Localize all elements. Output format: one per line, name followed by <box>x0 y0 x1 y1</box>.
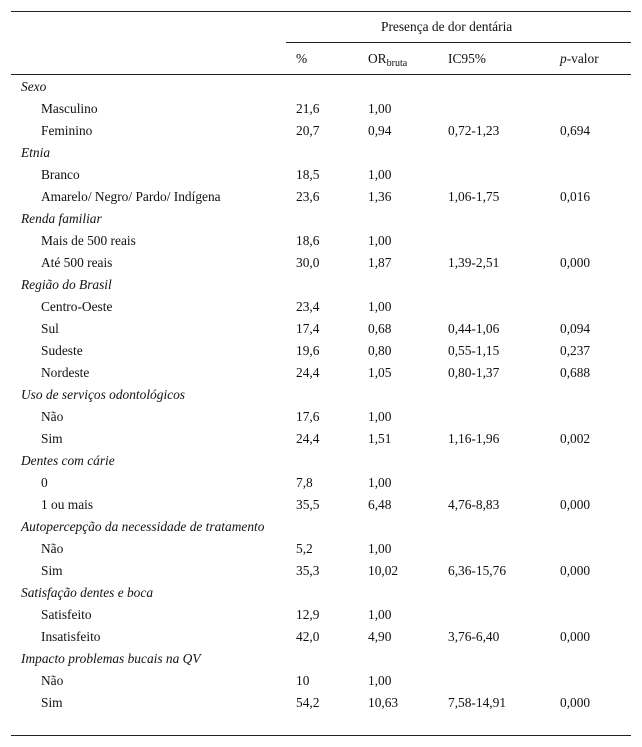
row-label: Nordeste <box>41 365 90 380</box>
row-label: 0 <box>41 475 48 490</box>
cell-percent: 7,8 <box>296 475 313 490</box>
cell-p-value: 0,016 <box>560 189 591 204</box>
row-label: Insatisfeito <box>41 629 101 644</box>
row-label: Centro-Oeste <box>41 299 113 314</box>
cell-or: 0,80 <box>368 343 392 358</box>
group-label: Sexo <box>21 79 47 94</box>
row-label: Feminino <box>41 123 93 138</box>
cell-percent: 18,5 <box>296 167 320 182</box>
row-label: Mais de 500 reais <box>41 233 136 248</box>
cell-or: 1,00 <box>368 607 392 622</box>
group-label: Etnia <box>21 145 51 160</box>
cell-percent: 23,6 <box>296 189 320 204</box>
cell-or: 0,68 <box>368 321 392 336</box>
top-rule <box>11 11 631 12</box>
cell-or: 4,90 <box>368 629 392 644</box>
cell-ic95: 0,72-1,23 <box>448 123 500 138</box>
cell-or: 1,00 <box>368 541 392 556</box>
cell-ic95: 1,16-1,96 <box>448 431 500 446</box>
cell-ic95: 3,76-6,40 <box>448 629 500 644</box>
cell-ic95: 0,80-1,37 <box>448 365 500 380</box>
cell-ic95: 1,39-2,51 <box>448 255 500 270</box>
cell-or: 1,00 <box>368 101 392 116</box>
cell-percent: 35,5 <box>296 497 320 512</box>
cell-percent: 5,2 <box>296 541 313 556</box>
cell-or: 10,63 <box>368 695 399 710</box>
row-label: Satisfeito <box>41 607 92 622</box>
cell-p-value: 0,000 <box>560 497 591 512</box>
cell-ic95: 1,06-1,75 <box>448 189 500 204</box>
cell-or: 1,51 <box>368 431 392 446</box>
cell-percent: 23,4 <box>296 299 320 314</box>
row-label: Sim <box>41 431 63 446</box>
cell-percent: 35,3 <box>296 563 320 578</box>
row-label: Até 500 reais <box>41 255 113 270</box>
cell-or: 0,94 <box>368 123 392 138</box>
cell-percent: 42,0 <box>296 629 320 644</box>
row-label: Não <box>41 409 64 424</box>
cell-p-value: 0,000 <box>560 255 591 270</box>
cell-ic95: 0,55-1,15 <box>448 343 500 358</box>
cell-percent: 19,6 <box>296 343 320 358</box>
group-label: Autopercepção da necessidade de tratamento <box>21 519 265 534</box>
cell-or: 6,48 <box>368 497 392 512</box>
cell-or: 1,36 <box>368 189 392 204</box>
cell-percent: 30,0 <box>296 255 320 270</box>
header-p-value: p-valor <box>560 51 599 66</box>
cell-ic95: 6,36-15,76 <box>448 563 507 578</box>
row-label: Sim <box>41 695 63 710</box>
cell-percent: 10 <box>296 673 310 688</box>
cell-ic95: 4,76-8,83 <box>448 497 500 512</box>
cell-p-value: 0,237 <box>560 343 591 358</box>
header-percent: % <box>296 51 308 66</box>
cell-ic95: 0,44-1,06 <box>448 321 500 336</box>
row-label: Masculino <box>41 101 98 116</box>
cell-or: 1,00 <box>368 673 392 688</box>
cell-percent: 21,6 <box>296 101 320 116</box>
group-label: Dentes com cárie <box>21 453 115 468</box>
cell-p-value: 0,000 <box>560 629 591 644</box>
cell-percent: 17,4 <box>296 321 320 336</box>
cell-p-value: 0,000 <box>560 563 591 578</box>
cell-or: 1,00 <box>368 475 392 490</box>
cell-or: 1,00 <box>368 167 392 182</box>
group-label: Uso de serviços odontológicos <box>21 387 186 402</box>
group-label: Região do Brasil <box>21 277 112 292</box>
cell-percent: 54,2 <box>296 695 320 710</box>
header-or: $OR_{bruta}$ <box>368 51 408 69</box>
row-label: Sudeste <box>41 343 83 358</box>
row-label: Branco <box>41 167 80 182</box>
row-label: Sim <box>41 563 63 578</box>
cell-or: 1,00 <box>368 409 392 424</box>
row-label: Amarelo/ Negro/ Pardo/ Indígena <box>41 189 221 204</box>
header-ic95: IC95% <box>448 51 486 66</box>
row-label: Sul <box>41 321 59 336</box>
group-title: Presença de dor dentária <box>381 19 513 34</box>
cell-percent: 20,7 <box>296 123 320 138</box>
cell-or: 1,00 <box>368 299 392 314</box>
cell-percent: 24,4 <box>296 365 320 380</box>
cell-ic95: 7,58-14,91 <box>448 695 507 710</box>
cell-percent: 18,6 <box>296 233 320 248</box>
cell-or: 1,00 <box>368 233 392 248</box>
cell-percent: 12,9 <box>296 607 320 622</box>
group-rule <box>286 42 631 43</box>
group-label: Renda familiar <box>21 211 102 226</box>
cell-p-value: 0,694 <box>560 123 591 138</box>
bottom-rule <box>11 735 631 736</box>
cell-percent: 24,4 <box>296 431 320 446</box>
header-rule <box>11 74 631 75</box>
cell-p-value: 0,688 <box>560 365 591 380</box>
cell-or: 10,02 <box>368 563 399 578</box>
cell-p-value: 0,002 <box>560 431 591 446</box>
cell-p-value: 0,094 <box>560 321 591 336</box>
cell-or: 1,87 <box>368 255 392 270</box>
cell-or: 1,05 <box>368 365 392 380</box>
group-label: Satisfação dentes e boca <box>21 585 154 600</box>
row-label: Não <box>41 673 64 688</box>
row-label: 1 ou mais <box>41 497 94 512</box>
group-label: Impacto problemas bucais na QV <box>21 651 201 666</box>
cell-percent: 17,6 <box>296 409 320 424</box>
cell-p-value: 0,000 <box>560 695 591 710</box>
row-label: Não <box>41 541 64 556</box>
